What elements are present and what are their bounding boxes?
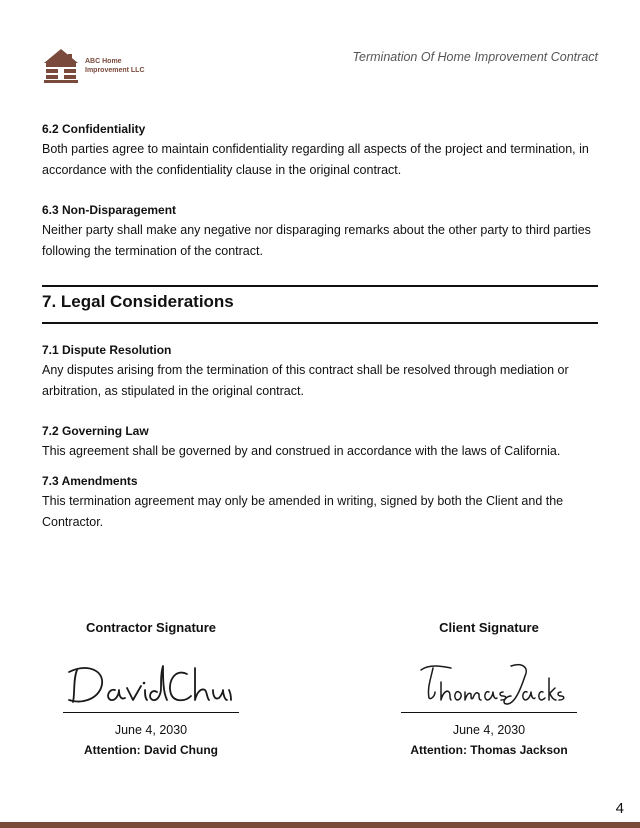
heading-rule-bottom [42,322,598,324]
client-signature-block [401,618,577,759]
section-body: Neither party shall make any negative nor disparaging remarks about the other party to third parties following the termination of the contract. [42,223,591,258]
section-body: Any disputes arising from the termination of this contract shall be resolved through mediation or arbitration, as stipulated in the original contract. [42,363,569,398]
footer-bar [0,822,640,828]
company-name-line1: ABC Home [85,58,122,65]
section-confidentiality [42,119,598,180]
signature-heading: Contractor Signature [85,620,216,635]
client-handwritten-signature [401,658,577,710]
section-non-disparagement [42,200,598,261]
signature-attention: Attention: Thomas Jackson [410,743,568,757]
section-body: This termination agreement may only be amended in writing, signed by both the Client and the Contractor. [42,494,564,529]
section-governing-law [42,421,598,462]
section-body: Both parties agree to maintain confidentiality regarding all aspects of the project and termination, in accordance with the confidentiality clause in the original contract. [42,142,589,177]
contractor-handwritten-signature [63,658,239,710]
signature-date: June 4, 2030 [452,723,526,737]
contractor-signature-block [63,618,239,759]
page-number: 4 [615,800,624,817]
section-heading: 7. Legal Considerations [42,292,234,311]
signature-attention: Attention: David Chung [84,743,218,757]
company-name [85,57,145,75]
log-cabin-icon [43,48,79,84]
signature-line [401,712,577,713]
signature-line [63,712,239,713]
company-name-line2: Improvement LLC [85,67,145,74]
section-title: 7.1 Dispute Resolution [42,343,172,357]
section-title: 6.2 Confidentiality [42,122,146,136]
section-title: 6.3 Non-Disparagement [42,203,177,217]
document-title: Termination Of Home Improvement Contract [352,50,598,64]
signature-date: June 4, 2030 [114,723,188,737]
signature-heading: Client Signature [439,620,539,635]
section-dispute-resolution [42,340,598,401]
heading-rule-top [42,285,598,287]
section-title: 7.2 Governing Law [42,424,149,438]
section-amendments [42,471,598,532]
company-logo [43,48,163,86]
section-title: 7.3 Amendments [42,474,138,488]
section-body: This agreement shall be governed by and construed in accordance with the laws of California. [42,444,561,458]
